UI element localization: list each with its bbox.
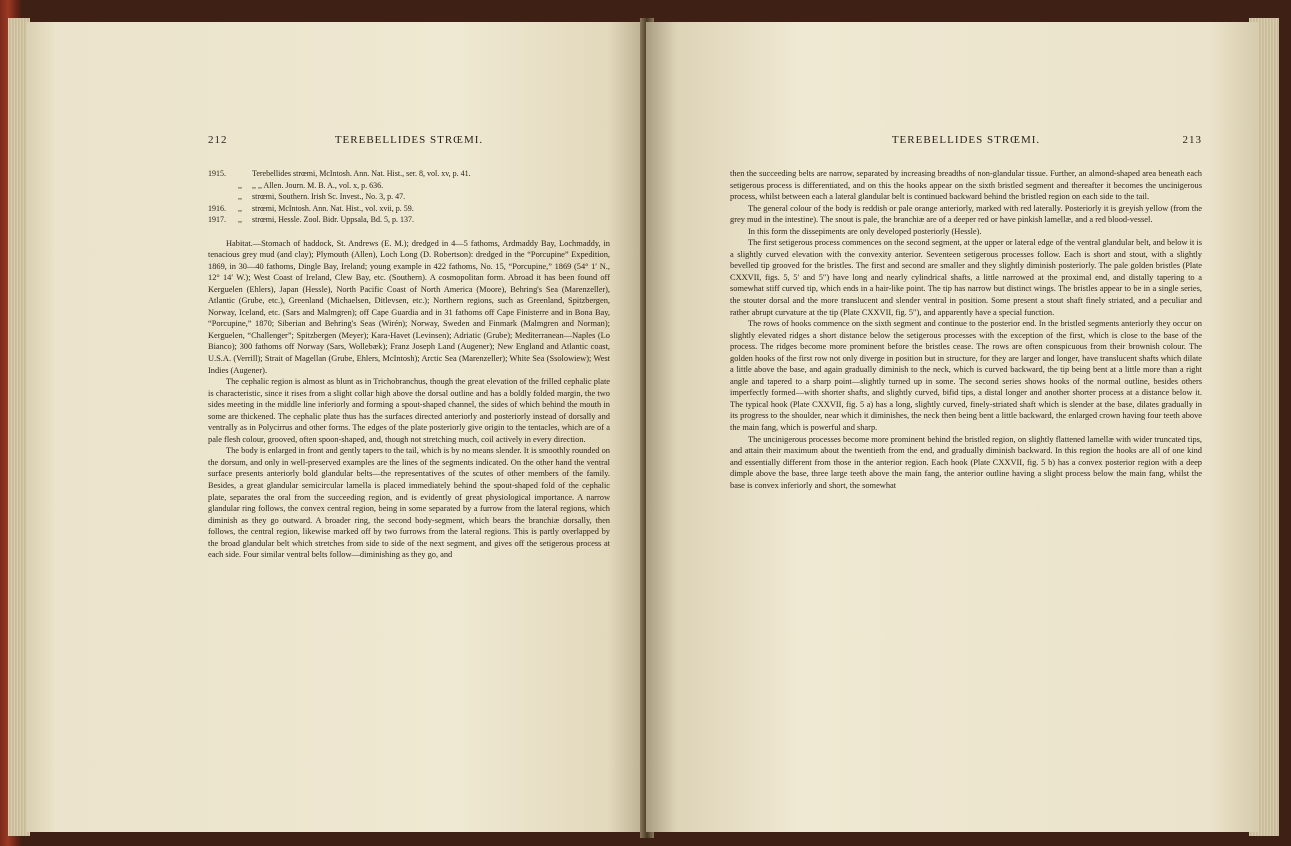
left-page [26,22,646,832]
page-number-right: 213 [1182,134,1202,146]
running-head-left [208,134,610,154]
synonymy-entry [208,168,610,180]
running-title-left: TEREBELLIDES STRŒMI. [334,134,484,146]
synonymy-ditto [238,168,252,180]
synonymy-year: 1917. [208,215,226,224]
synonymy-text: ,, ,, Allen. Journ. M. B. A., vol. x, p. 636. [252,180,384,190]
synonymy-text: strœmi, McIntosh. Ann. Nat. Hist., vol. xvii, p. 59. [252,203,414,213]
paragraph-colour: The general colour of the body is reddish or pale orange anteriorly, marked with red laterally. Posteriorly it is greyish yellow (from the grey mud in the intestine). The snout is pale, the branchiæ are of a deeper red or have pinkish lamellæ, and a red blood-vessel. [730,203,1202,225]
synonymy-entry [208,180,610,192]
synonymy-entry [208,214,610,226]
paragraph-continued: then the succeeding belts are narrow, separated by increasing breadths of non-glandular tissue. Further, an almond-shaped area beneath each setigerous process is differentiated, and on this the hooks appear on the sixth bristled segment and thereafter it becomes the uncinigerous process, whilst between each a lateral glandular belt is continued backward behind the bristled region on each side to the tail. [730,169,1202,202]
paragraph-hooks: The rows of hooks commence on the sixth segment and continue to the posterior end. In the bristled segments anteriorly they occur on slightly elevated ridges a short distance below the setigerous processes with the exception of the first, which is close to the base of the process. The ridges become more prominent before the bristles cease. The rows are often conspicuous from their brownish colour. The golden hooks of the first row not only diverge in position but in structure, for they are larger and longer, have translucent shafts which dilate a little above the base, and again gradually diminish to the neck, which is curved backward, the tip being bent at a little more than a right angle and tapered to a sharp point—slightly turned up in some. The second series shows hooks of the normal outline, besides others imperfectly formed—with shorter shafts, and slightly curved, bifid tips, a distal longer and another shorter process at a distance below it. The typical hook (Plate CXXVII, fig. 5 a) has a long, slightly curved, finely-striated shaft which is slender at the base, dilates gradually in its progress to the shoulder, near which it diminishes, the neck then being bent a little backward, the enlarged crown having four teeth above the main fang, which is powerful and sharp. [730,319,1202,433]
synonymy-text: Terebellides strœmi, McIntosh. Ann. Nat. Hist., ser. 8, vol. xv, p. 41. [252,169,471,178]
synonymy-entry [208,203,610,215]
synonymy-ditto: ,, [238,215,242,224]
paragraph-body: The body is enlarged in front and gently tapers to the tail, which is by no means slender. It is smoothly rounded on the dorsum, and only in well-preserved examples are the lines of the segments indicated. On the other hand the ventral surface presents anteriorly bold glandular belts—the representatives of the scutes of other members of the family. Besides, a great glandular semicircular lamella is placed immediately behind the spout-shaped fold of the cephalic plate, separates the oral from the succeeding region, and is evidently of great physiological importance. A narrow glandular ring follows, the convex central region, being in some separated by a furrow from the lateral regions, which diminish as they go outward. A broader ring, the second body-segment, which bears the branchiæ dorsally, then follows, the central region, likewise marked off by two furrows from the lateral regions. This is partly overlapped by the broad glandular belt which stretches from side to side of the next segment, and gives off the setigerous process at each side. Four similar ventral belts follow—diminishing as they go, and [208,446,610,560]
right-page [646,22,1258,832]
paragraph-dissepiments: In this form the dissepiments are only developed posteriorly (Hessle). [748,226,982,236]
synonymy-text: strœmi, Hessle. Zool. Bidr. Uppsala, Bd. 5, p. 137. [252,215,414,224]
running-head-right [730,134,1202,154]
synonymy-year: 1916. [208,203,226,213]
synonymy-ditto: ,, [238,180,242,190]
synonymy-year: 1915. [208,169,226,178]
synonymy-text: strœmi, Southern. Irish Sc. Invest., No. 3, p. 47. [252,192,406,201]
paragraph-cephalic-region: The cephalic region is almost as blunt as in Trichobranchus, though the great elevation of the frilled cephalic plate is characteristic, since it rises from a slight collar high above the dorsal outline and has a boldly folded margin, the two sides meeting in the middle line inferiorly and forming a spout-shaped channel, the sides of which behind the mouth in some are thickened. The cephalic plate thus has the surfaces directed anteriorly and posteriorly instead of dorsally and ventrally as in Polycirrus and other forms. The edges of the plate posteriorly give origin to the tentacles, which are of a pale flesh colour, grooved, often spoon-shaped, and, though not stretching much, coil actively in every direction. [208,377,610,444]
paragraph-setigerous: The first setigerous process commences on the second segment, at the upper or lateral edge of the ventral glandular belt, and below it is a slightly curved elevation with the convexity anterior. Seventeen setigerous processes follow. Each is short and stout, with a slightly bevelled tip grooved for the bristles. The first and second are smaller and they slightly diminish posteriorly. The pale golden bristles (Plate CXXVII, figs. 5, 5′ and 5″) have long and nearly cylindrical shafts, a little narrowed at the proximal end, and distally tapering to a somewhat stiff curved tip, which ends in a hair-like point. The tip has narrow but distinct wings. The bristles appear to be in a single series, the stouter dorsal and the more translucent and slender ventral in position. Some present a stout shaft finely striated, and a peculiar and rather abrupt curvature at the tip (Plate CXXVII, fig. 5″), and apparently have a special function. [730,238,1202,317]
page-number-left: 212 [208,134,228,146]
paragraph-habitat: Habitat.—Stomach of haddock, St. Andrews (E. M.); dredged in 4—5 fathoms, Ardmaddy Bay, Lochmaddy, in tenacious grey mud (and clay); Plymouth (Allen), Loch Long (D. Robertson): dredged in the “Porcupine” Expedition, 1869, in 30—40 fathoms, Dingle Bay, Ireland; young example in 422 fathoms, No. 15, “Porcupine,” 1869 (54° 1′ N., 12° 14′ W.); West Coast of Ireland, Clew Bay, etc. (Southern). A cosmopolitan form. Abroad it has been found off Kerguelen (Ehlers), Japan (Hessle), North Pacific Coast of North America (Moore), Behring's Sea (Marenzeller), Atlantic (Grube, etc.), Greenland (Michaelsen, Ditlevsen, etc.); Northern regions, such as Greenland, Spitzbergen, Norway, Iceland, etc. (Sars and Malmgren); off Cape Guardia and in 31 fathoms off Cape Finisterre and in Bona Bay, “Porcupine,” 1870; Siberian and Behring's Seas (Wirén); Norway, Sweden and Finmark (Malmgren and Norman); Kerguelen, “Challenger”; Spitzbergen (Meyer); Kara-Havet (Levinsen); Adriatic (Grube); Mediterranean—Naples (Lo Bianco); 300 fathoms off Norway (Sars, Wollebæk); Franz Joseph Land (Augener); New England and Atlantic coast, U.S.A. (Verrill); Strait of Magellan (Grube, Ehlers, McIntosh); Arctic Sea (Marenzeller); White Sea (Ssolowiew); West Indies (Augener). [208,238,610,375]
paragraph-uncinigerous: The uncinigerous processes become more prominent behind the bristled region, on slightly flattened lamellæ with wider truncated tips, and attain their maximum about the twentieth from the end, and gradually diminish backward. In this region the hooks are all of one kind and essentially different from those in the anterior region. Each hook (Plate CXXVII, fig. 5 b) has a convex posterior region with a deep dimple above the base, three large teeth above the main fang, the anterior outline having a slight process below the main fang, whilst the base is convex inferiorly and short, the somewhat [730,434,1202,490]
running-title-right: TEREBELLIDES STRŒMI. [891,134,1041,146]
synonymy-year [208,180,238,192]
synonymy-ditto: ,, [238,203,242,213]
synonymy-list [208,168,610,226]
synonymy-year [208,191,238,203]
synonymy-entry [208,191,610,203]
synonymy-ditto: ,, [238,192,242,201]
